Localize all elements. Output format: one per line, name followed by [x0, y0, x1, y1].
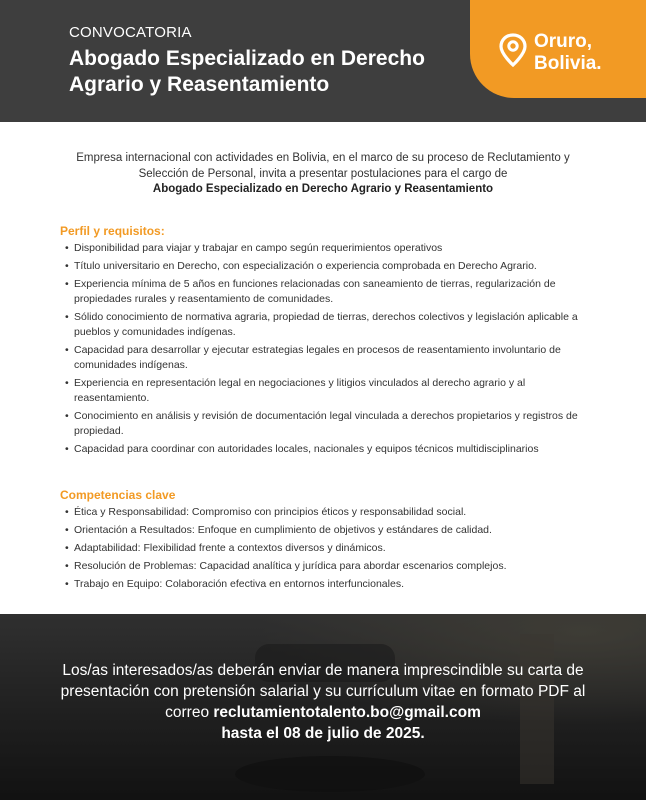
competency-item: • Adaptabilidad: Flexibilidad frente a contextos diversos y dinámicos.	[60, 541, 590, 556]
profile-item: • Título universitario en Derecho, con especialización o experiencia comprobada en Derecho Agrario.	[60, 259, 590, 274]
competencies-heading: Competencias clave	[60, 488, 176, 502]
competency-item: • Trabajo en Equipo: Colaboración efectiva en entornos interfuncionales.	[60, 577, 590, 592]
intro-position: Abogado Especializado en Derecho Agrario y Reasentamiento	[152, 183, 494, 195]
competency-item: • Orientación a Resultados: Enfoque en cumplimiento de objetivos y estándares de calidad.	[60, 523, 590, 538]
competency-item: • Ética y Responsabilidad: Compromiso con principios éticos y responsabilidad social.	[60, 505, 590, 520]
competencies-list	[60, 505, 590, 592]
application-deadline: hasta el 08 de julio de 2025.	[221, 725, 425, 742]
location-text	[534, 31, 602, 75]
intro-text: Empresa internacional con actividades en Bolivia, en el marco de su proceso de Reclutamiento y Selección de Personal, invita a presentar postulaciones para el cargo de	[76, 152, 570, 180]
profile-item: • Capacidad para desarrollar y ejecutar estrategias legales en procesos de reasentamiento involuntario de comunidades indígenas.	[60, 343, 590, 373]
application-instructions	[60, 660, 586, 744]
profile-list	[60, 241, 590, 457]
footer-banner	[0, 614, 646, 800]
profile-item: • Experiencia en representación legal en negociaciones y litigios vinculados al derecho agrario y al reasentamiento.	[60, 376, 590, 406]
intro-paragraph	[60, 151, 586, 198]
profile-item: • Capacidad para coordinar con autoridades locales, nacionales y equipos técnicos multidisciplinarios	[60, 442, 590, 457]
header-banner	[0, 0, 646, 122]
competency-item: • Resolución de Problemas: Capacidad analítica y jurídica para abordar escenarios complejos.	[60, 559, 590, 574]
contact-email[interactable]: reclutamientotalento.bo@gmail.com	[213, 704, 481, 721]
profile-heading: Perfil y requisitos:	[60, 224, 165, 238]
job-title: Abogado Especializado en Derecho Agrario y Reasentamiento	[69, 47, 425, 96]
instructions-text: Los/as interesados/as deberán enviar de manera imprescindible su carta de presentación con pretensión salarial y su currículum vitae en formato PDF al correo	[60, 662, 586, 721]
profile-item: • Experiencia mínima de 5 años en funciones relacionadas con saneamiento de tierras, regularización de propiedades rurales y reasentamiento de comunidades.	[60, 277, 590, 307]
competencies-section	[60, 488, 590, 595]
header-kicker: CONVOCATORIA	[69, 24, 192, 41]
profile-item: • Disponibilidad para viajar y trabajar en campo según requerimientos operativos	[60, 241, 590, 256]
location-badge	[470, 0, 646, 98]
location-city: Oruro,	[534, 31, 593, 52]
profile-item: • Sólido conocimiento de normativa agraria, propiedad de tierras, derechos colectivos y legislación aplicable a pueblos y comunidades indígenas.	[60, 310, 590, 340]
location-country: Bolivia.	[534, 53, 602, 74]
map-pin-icon	[499, 33, 527, 67]
profile-item: • Conocimiento en análisis y revisión de documentación legal vinculada a derechos propietarios y registros de propiedad.	[60, 409, 590, 439]
profile-section	[60, 224, 590, 460]
